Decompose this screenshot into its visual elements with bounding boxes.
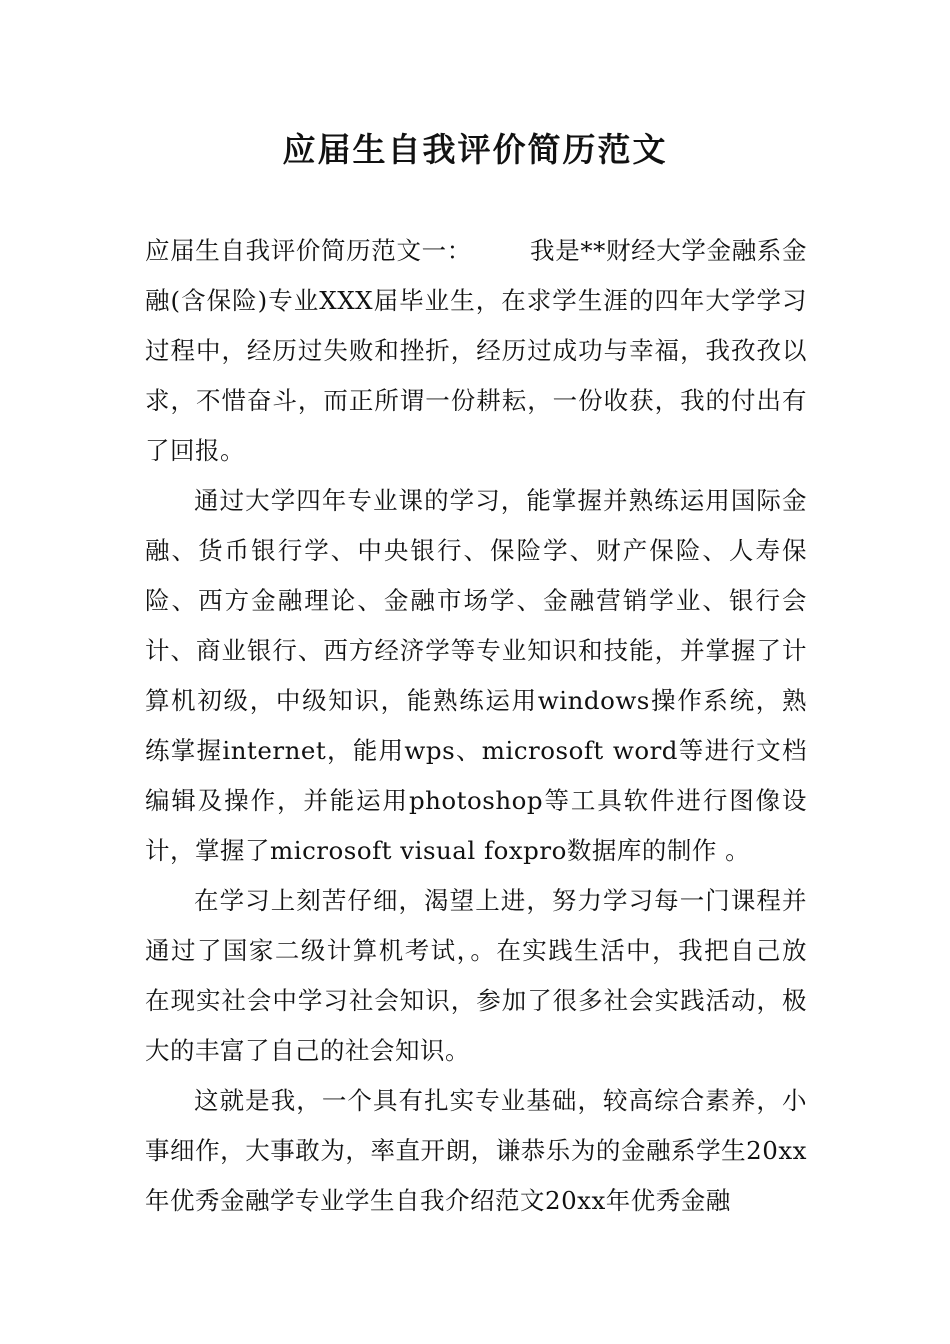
paragraph-1-text: 我是**财经大学金融系金融(含保险)专业XXX届毕业生，在求学生涯的四年大学学习过程中，经历过失败和挫折，经历过成功与幸福，我孜孜以求，不惜奋斗，而正所谓一份耕耘，一份收获，我的付出有了回报。	[145, 236, 808, 465]
paragraph-2: 通过大学四年专业课的学习，能掌握并熟练运用国际金融、货币银行学、中央银行、保险学、财产保险、人寿保险、西方金融理论、金融市场学、金融营销学业、银行会计、商业银行、西方经济学等专业知识和技能，并掌握了计算机初级，中级知识，能熟练运用windows操作系统，熟练掌握internet，能用wps、microsoft word等进行文档编辑及操作，并能运用photoshop等工具软件进行图像设计，掌握了microsoft visual foxpro数据库的制作 。	[145, 486, 807, 865]
paragraph-1	[145, 226, 807, 476]
paragraph-4: 这就是我，一个具有扎实专业基础，较高综合素养，小事细作，大事敢为，率直开朗，谦恭乐为的金融系学生20xx年优秀金融学专业学生自我介绍范文20xx年优秀金融	[145, 1086, 807, 1215]
document-title: 应届生自我评价简历范文	[282, 130, 668, 169]
document-body	[145, 226, 807, 1226]
paragraph-3: 在学习上刻苦仔细，渴望上进，努力学习每一门课程并通过了国家二级计算机考试，。在实践生活中，我把自己放在现实社会中学习社会知识，参加了很多社会实践活动，极大的丰富了自己的社会知识。	[145, 886, 807, 1065]
section-label: 应届生自我评价简历范文一：	[145, 236, 472, 265]
